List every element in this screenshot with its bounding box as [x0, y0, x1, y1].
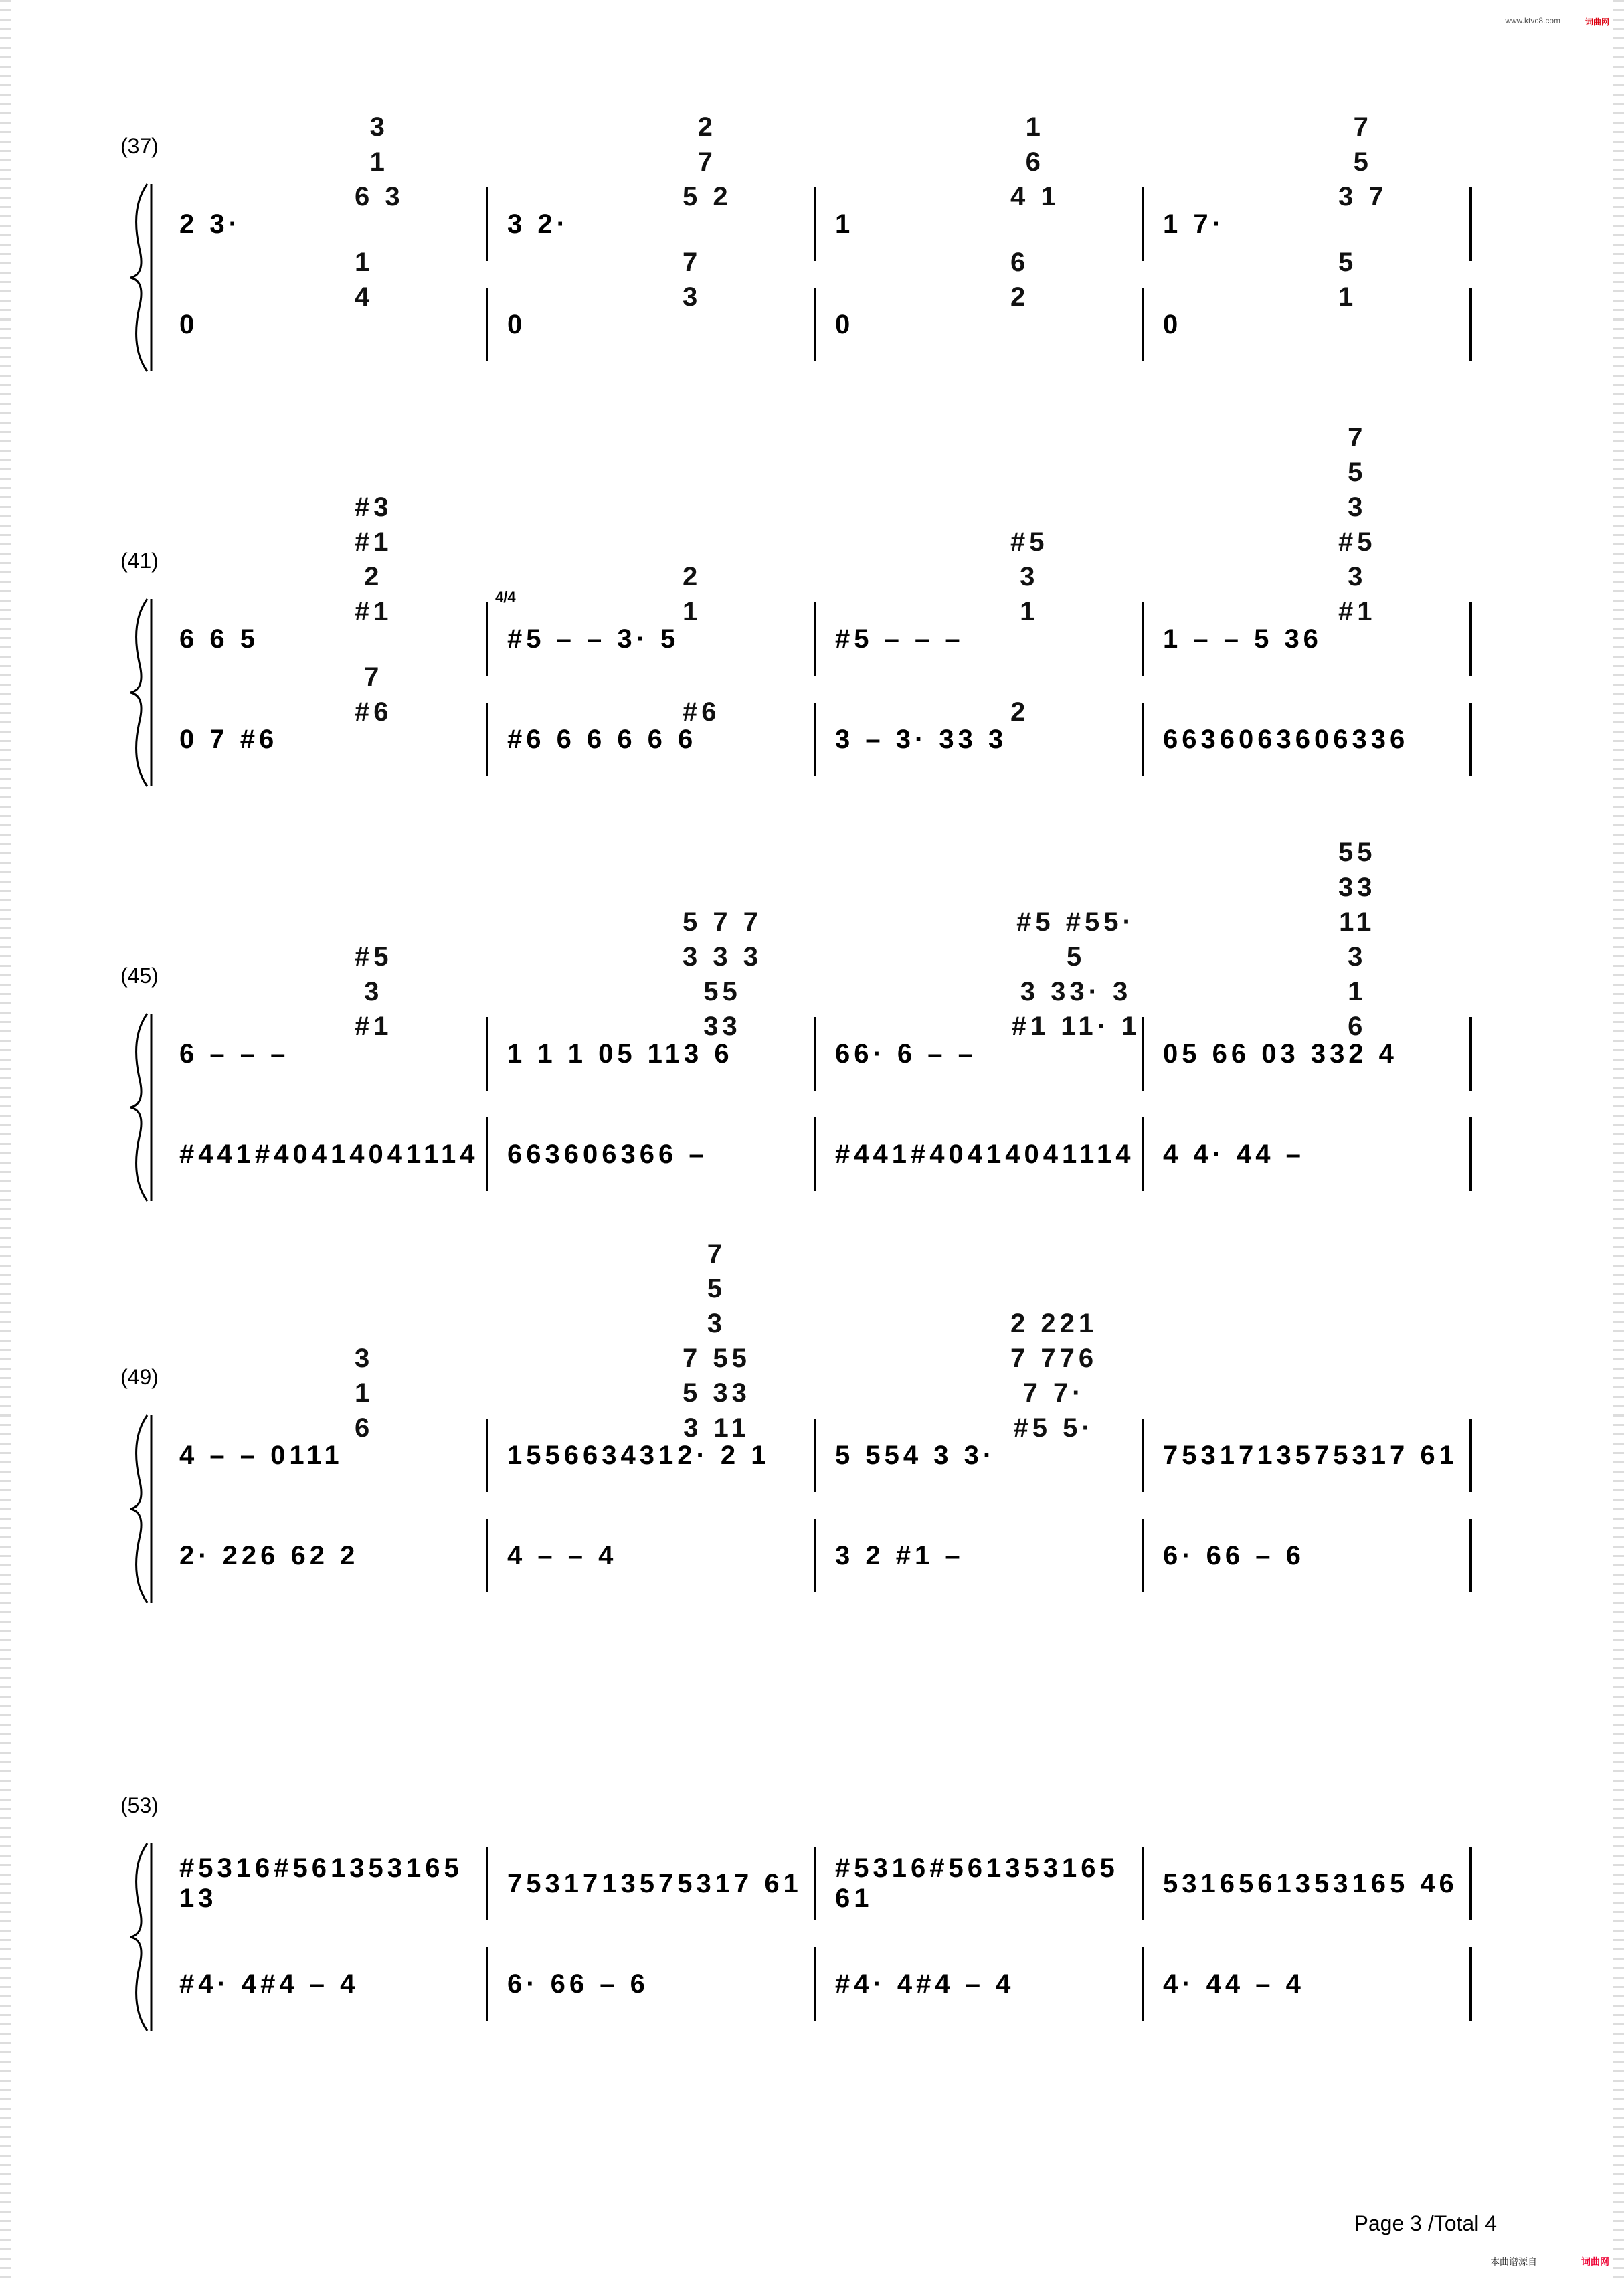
measure	[816, 112, 1144, 261]
chord-note: #1	[1338, 597, 1376, 626]
chord-note: #5	[1338, 527, 1376, 557]
chord-note: 5	[1348, 458, 1367, 487]
measure-notes: 0	[179, 309, 199, 339]
chord-note: 5 2	[683, 182, 732, 211]
grand-staff-brace	[127, 1412, 154, 1606]
chord-note: 3	[355, 1344, 374, 1373]
chord-stack	[1010, 110, 1060, 214]
chord-note: 5	[707, 1274, 727, 1303]
measure	[816, 1117, 1144, 1191]
chord-stack	[683, 905, 762, 1044]
measure-notes: #441#40414041114	[835, 1139, 1135, 1169]
chord-note: 4 1	[1010, 182, 1060, 211]
chord-note: 6	[1010, 248, 1030, 277]
measure	[488, 1519, 816, 1592]
measure-notes: 1	[835, 209, 854, 239]
measure-notes: #4· 4#4 – 4	[179, 1969, 359, 1999]
measure-notes: 4 – – 0111	[179, 1440, 343, 1470]
measure-notes: 1 – – 5 36	[1163, 624, 1322, 654]
measure	[161, 248, 488, 361]
chord-stack	[1010, 695, 1029, 729]
measure	[816, 697, 1144, 776]
upper-staff	[161, 838, 1489, 1091]
measure	[161, 1847, 488, 1920]
chord-note: 7 7·	[1022, 1378, 1085, 1408]
source-logo: 词曲网	[1581, 2256, 1609, 2267]
chord-note: 6	[1025, 147, 1045, 177]
chord-note: 3	[683, 282, 702, 312]
chord-note: 3 11	[683, 1413, 750, 1443]
left-margin-strip	[0, 0, 11, 2283]
chord-stack	[683, 695, 721, 729]
measure	[1144, 1847, 1472, 1920]
upper-staff	[161, 1239, 1489, 1492]
chord-stack	[683, 1237, 751, 1445]
measure-notes: #5 – – –	[835, 624, 964, 654]
measure-notes: 0 7 #6	[179, 724, 278, 754]
chord-stack	[1010, 1306, 1097, 1445]
chord-stack	[355, 490, 393, 629]
chord-note: 1	[1020, 597, 1039, 626]
chord-note: 7 776	[1010, 1344, 1098, 1373]
measure-notes: 3 2·	[507, 209, 569, 239]
measure-notes: 4· 44 – 4	[1163, 1969, 1305, 1999]
measure	[816, 907, 1144, 1091]
measure-notes: 66· 6 – –	[835, 1038, 977, 1069]
measure	[161, 1344, 488, 1492]
chord-note: 55	[703, 977, 741, 1006]
score-system	[120, 112, 1489, 375]
chord-stack	[355, 1341, 373, 1445]
measure	[161, 662, 488, 776]
measure	[1144, 1519, 1472, 1592]
chord-note: #1	[355, 527, 393, 557]
measure	[488, 1847, 816, 1920]
site-name: 词曲网	[1585, 17, 1609, 27]
chord-note: 3	[1348, 942, 1367, 972]
measure	[816, 1847, 1144, 1920]
chord-note: 1	[355, 248, 374, 277]
chord-note: 5 7 7	[683, 907, 762, 937]
chord-note: 2	[1010, 282, 1030, 312]
measure-notes: #5316#561353165 13	[179, 1853, 463, 1913]
measure-notes: 1 7·	[1163, 209, 1225, 239]
measure	[488, 907, 816, 1091]
measure-number: (49)	[120, 1365, 159, 1389]
measure	[488, 112, 816, 261]
measure-notes: 6· 66 – 6	[1163, 1540, 1305, 1570]
measure-notes: 1556634312· 2 1	[507, 1440, 770, 1470]
chord-note: 33	[1338, 873, 1376, 902]
measure	[488, 1239, 816, 1492]
measure-notes: 663606366 –	[507, 1139, 708, 1169]
measure	[816, 1309, 1144, 1492]
measure-number: (45)	[120, 964, 159, 988]
chord-note: 3	[369, 112, 389, 142]
measure	[1144, 703, 1472, 776]
grand-staff-brace	[127, 596, 154, 790]
lower-staff	[161, 662, 1489, 776]
measure	[161, 492, 488, 676]
chord-note: 7	[1348, 423, 1367, 452]
chord-note: 5 33	[683, 1378, 751, 1408]
chord-note: #6	[683, 697, 721, 727]
chord-note: 2 221	[1010, 1309, 1098, 1338]
chord-note: 3 3 3	[683, 942, 762, 972]
site-url: www.ktvc8.com	[1505, 16, 1560, 25]
chord-note: #6	[355, 697, 393, 727]
measure-notes: 05 66 03 332 4	[1163, 1038, 1398, 1069]
measure	[1144, 1117, 1472, 1191]
chord-note: 3 33· 3	[1020, 977, 1132, 1006]
measure	[816, 1519, 1144, 1592]
chord-note: #1	[355, 597, 393, 626]
chord-note: 1	[1338, 282, 1358, 312]
grand-staff-brace	[127, 1010, 154, 1204]
measure-notes: 2· 226 62 2	[179, 1540, 359, 1570]
chord-note: 3 7	[1338, 182, 1388, 211]
measure	[161, 1117, 488, 1191]
chord-note: 1	[369, 147, 389, 177]
measure-notes: 2 3·	[179, 209, 242, 239]
chord-note: #1 11· 1	[1011, 1012, 1141, 1041]
chord-note: 7	[707, 1239, 727, 1269]
measure-notes: #6 6 6 6 6 6	[507, 724, 697, 754]
measure	[1144, 423, 1472, 676]
measure-number: (41)	[120, 549, 159, 573]
chord-note: 3	[1348, 562, 1367, 591]
chord-note: 6 3	[355, 182, 404, 211]
measure-notes: 7531713575317 61	[1163, 1440, 1458, 1470]
chord-stack	[683, 110, 732, 214]
measure	[488, 1947, 816, 2021]
score-system	[120, 423, 1489, 790]
measure-notes: 4 4· 44 –	[1163, 1139, 1305, 1169]
lower-staff	[161, 248, 1489, 361]
chord-note: 33	[703, 1012, 741, 1041]
chord-note: 2	[697, 112, 717, 142]
lower-staff	[161, 1947, 1489, 2021]
measure-notes: 4 – – 4	[507, 1540, 618, 1570]
chord-note: 1	[1025, 112, 1045, 142]
measure-notes: 3 2 #1 –	[835, 1540, 964, 1570]
chord-stack	[1010, 905, 1142, 1044]
page-indicator: Page 3 /Total 4	[1354, 2211, 1497, 2235]
chord-note: 5	[1353, 147, 1372, 177]
measure-notes: 6 – – –	[179, 1038, 290, 1069]
measure	[161, 112, 488, 261]
lower-staff	[161, 1117, 1489, 1191]
chord-note: #5 #55· 5	[1016, 907, 1136, 972]
chord-note: 3	[707, 1309, 727, 1338]
measure-notes: 1 1 1 05 113 6	[507, 1038, 733, 1069]
chord-stack	[355, 110, 404, 214]
chord-note: 3	[364, 977, 383, 1006]
measure	[816, 527, 1144, 676]
chord-note: 11	[1339, 907, 1376, 937]
measure-notes: 5 554 3 3·	[835, 1440, 996, 1470]
measure-notes: #5316#561353165 61	[835, 1853, 1119, 1913]
measure	[1144, 1947, 1472, 2021]
chord-note: 6	[1348, 1012, 1367, 1041]
measure	[1144, 1419, 1472, 1492]
measure	[816, 1947, 1144, 2021]
chord-stack	[683, 559, 701, 629]
measure	[161, 942, 488, 1091]
chord-stack	[683, 245, 701, 314]
measure-number: (53)	[120, 1793, 159, 1817]
chord-stack	[1338, 245, 1357, 314]
upper-staff	[161, 1847, 1489, 1920]
measure-notes: 0	[835, 309, 854, 339]
chord-stack	[355, 245, 373, 314]
measure	[488, 1117, 816, 1191]
chord-stack	[355, 660, 393, 729]
chord-note: 5	[1338, 248, 1358, 277]
chord-note: #5 5·	[1013, 1413, 1095, 1443]
chord-note: 3	[1020, 562, 1039, 591]
grand-staff-brace	[127, 1840, 154, 2034]
chord-note: 7	[1353, 112, 1372, 142]
measure	[488, 248, 816, 361]
grand-staff-brace	[127, 181, 154, 375]
chord-stack	[1338, 420, 1376, 629]
chord-note: #1	[355, 1012, 393, 1041]
measure	[488, 697, 816, 776]
chord-note: #3	[355, 492, 393, 522]
chord-note: 7	[683, 248, 702, 277]
chord-note: #5	[355, 942, 393, 972]
measure-notes: 6636063606336	[1163, 724, 1409, 754]
chord-stack	[1338, 835, 1376, 1044]
chord-note: 7	[697, 147, 717, 177]
chord-note: 6	[355, 1413, 374, 1443]
measure-number: (37)	[120, 134, 159, 158]
chord-stack	[1338, 110, 1388, 214]
measure-notes: 6· 66 – 6	[507, 1969, 649, 1999]
chord-note: 2	[1010, 697, 1030, 727]
time-signature: 4/4	[495, 589, 516, 606]
chord-stack	[1010, 245, 1029, 314]
chord-note: 7 55	[683, 1344, 751, 1373]
measure	[1144, 112, 1472, 261]
measure-notes: 6 6 5	[179, 624, 259, 654]
measure-notes: 5316561353165 46	[1163, 1868, 1458, 1898]
measure	[161, 1519, 488, 1592]
measure-notes: 0	[1163, 309, 1182, 339]
measure-notes: #5 – – 3· 5	[507, 624, 680, 654]
measure-notes: #441#40414041114	[179, 1139, 479, 1169]
right-margin-strip	[1613, 0, 1624, 2283]
chord-note: #5	[1010, 527, 1049, 557]
measure	[816, 248, 1144, 361]
score-system	[120, 1239, 1489, 1606]
chord-stack	[1010, 525, 1049, 629]
score-system	[120, 1793, 1489, 2034]
source-text: 本曲谱源自	[1490, 2256, 1537, 2267]
measure-notes: 7531713575317 61	[507, 1868, 802, 1898]
measure-notes: 0	[507, 309, 527, 339]
measure	[1144, 838, 1472, 1091]
chord-note: 7	[364, 662, 383, 692]
chord-note: 1	[1348, 977, 1367, 1006]
chord-note: 55	[1338, 838, 1376, 867]
chord-note: 4	[355, 282, 374, 312]
measure-notes: 3 – 3· 33 3	[835, 724, 1008, 754]
chord-note: 1	[355, 1378, 374, 1408]
chord-note: 3	[1348, 492, 1367, 522]
lower-staff	[161, 1519, 1489, 1592]
chord-note: 2	[364, 562, 383, 591]
score-system	[120, 838, 1489, 1204]
chord-note: 1	[683, 597, 702, 626]
measure	[1144, 248, 1472, 361]
chord-stack	[355, 939, 393, 1044]
measure	[161, 1947, 488, 2021]
measure-notes: #4· 4#4 – 4	[835, 1969, 1015, 1999]
chord-note: 2	[683, 562, 702, 591]
